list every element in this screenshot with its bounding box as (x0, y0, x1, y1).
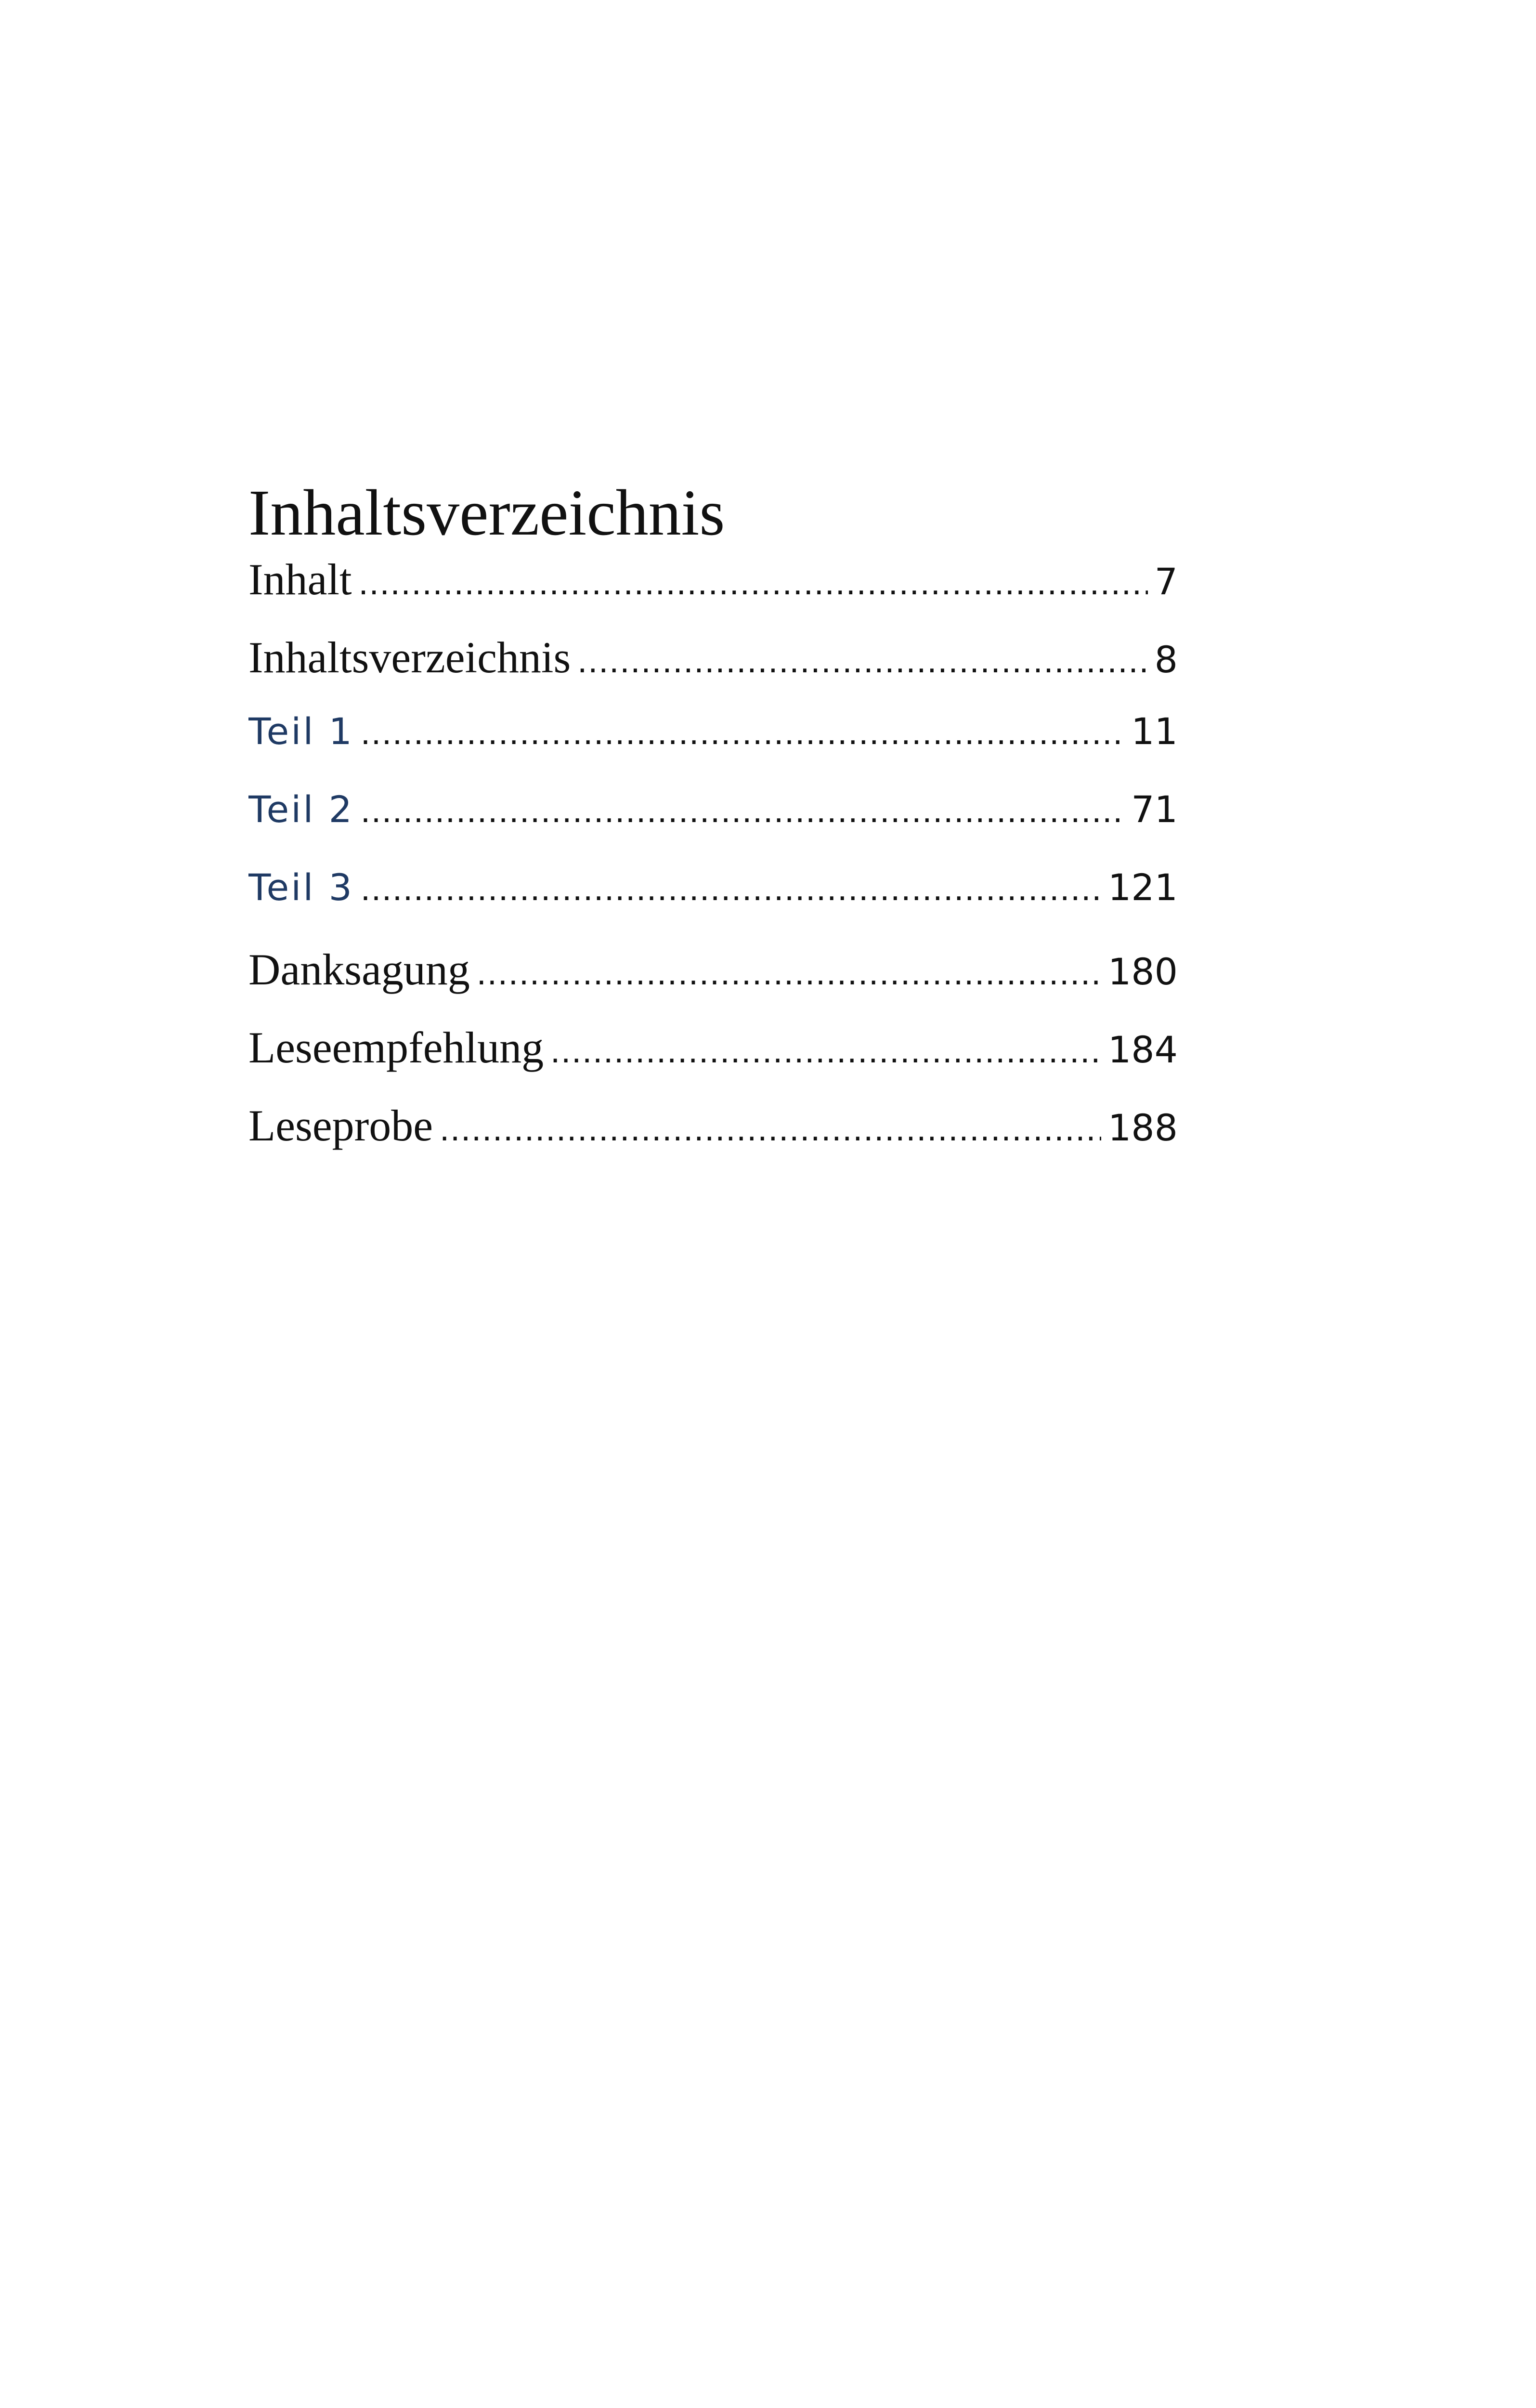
toc-page-number: 121 (1107, 866, 1178, 909)
dot-leader (361, 791, 1124, 830)
toc-entry-label: Leseempfehlung (248, 1023, 544, 1072)
dot-leader (477, 953, 1101, 993)
toc-entry-label: Danksagung (248, 945, 470, 994)
toc-entry-label: Teil 3 (248, 866, 354, 909)
toc-page-number: 71 (1131, 788, 1178, 831)
toc-entry-leseprobe[interactable] (248, 1100, 1178, 1178)
toc-entry-inhalt[interactable] (248, 554, 1178, 632)
dot-leader (440, 1109, 1101, 1149)
toc-entry-teil-3[interactable] (248, 866, 1178, 944)
toc-entry-label: Teil 1 (248, 710, 354, 753)
toc-page-number: 8 (1154, 638, 1178, 681)
toc-entry-inhaltsverzeichnis[interactable] (248, 632, 1178, 710)
toc-entry-teil-1[interactable] (248, 710, 1178, 788)
toc-entry-label: Inhalt (248, 555, 352, 604)
toc-entry-teil-2[interactable] (248, 788, 1178, 866)
dot-leader (577, 641, 1147, 681)
toc-entry-leseempfehlung[interactable] (248, 1022, 1178, 1100)
table-of-contents (248, 554, 1178, 1178)
toc-page-number: 11 (1131, 710, 1178, 753)
dot-leader (361, 713, 1124, 752)
dot-leader (550, 1031, 1101, 1071)
toc-entry-danksagung[interactable] (248, 944, 1178, 1022)
toc-entry-label: Teil 2 (248, 788, 354, 831)
dot-leader (359, 563, 1148, 602)
page-title: Inhaltsverzeichnis (248, 477, 725, 549)
toc-page-number: 188 (1107, 1106, 1178, 1149)
dot-leader (361, 869, 1101, 908)
toc-page-number: 7 (1154, 560, 1178, 603)
toc-page-number: 184 (1107, 1028, 1178, 1071)
toc-entry-label: Leseprobe (248, 1101, 433, 1150)
toc-entry-label: Inhaltsverzeichnis (248, 633, 571, 682)
toc-page-number: 180 (1107, 950, 1178, 993)
